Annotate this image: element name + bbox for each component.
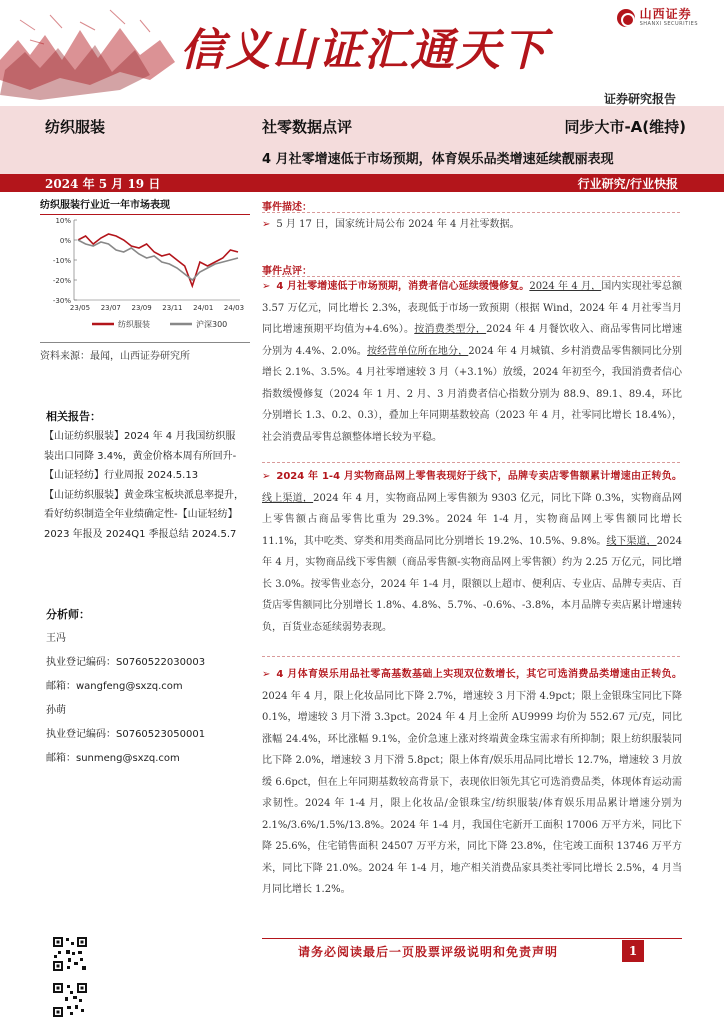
analyst-list <box>46 627 246 771</box>
analyst-title: 分析师： <box>46 608 90 621</box>
legend-label: 纺织服装 <box>118 320 150 329</box>
analyst-name: 孙萌 <box>46 705 66 716</box>
y-tick-label: -10% <box>52 257 71 265</box>
arrow-icon: ➢ <box>262 281 271 292</box>
logo-icon <box>617 9 635 27</box>
x-tick-label: 23/09 <box>131 304 152 312</box>
paragraph-1: ➢ 4 月社零增速低于市场预期，消费者信心延续缓慢修复。2024 年 4 月，国内实现社零总额 3.57 万亿元，同比增长 2.3%，表现低于市场一致预期（根据 Wind，2024 年 4 月社零当月同比增速预期平均值为+4.6%）。按消费类型分，2024 年 4 月餐饮收入、商品零售同比增速分别为 4.4%、2.0%。按经营单位所在地分，2024 年 4 月城镇、乡村消费品零售额同比分别增长 2.1%、3.5%。4 月社零增速较 3 月（+3.1%）放缓，2024 年初至今，我国消费者信心指数缓慢修复（2024 年 1 月、2 月、3 月消费者信心指数分别为 88.9、89.1、89.4，环比分别增长 1.3、0.2、0.3），叠加上年同期基数较高（2023 年 4 月，社零同比增长 18.4%），社会消费品零售总额整体增长较为平稳。 <box>262 281 682 443</box>
report-date: 2024 年 5 月 19 日 <box>45 177 161 191</box>
comment-title: 事件点评： <box>262 266 312 277</box>
analyst-reg: 执业登记编码：S0760523050001 <box>46 729 206 740</box>
banner-slogan: 信义山证汇通天下 <box>180 25 548 76</box>
related-report[interactable]: 【山证纺织服装】黄金珠宝板块派息率提升，看好纺织制造全年业绩确定性-【山证轻纺】2023 年报及 2024Q1 季报总结 2024.5.7 <box>44 489 244 540</box>
x-tick-label: 23/11 <box>162 304 183 312</box>
brand-logo <box>617 8 698 27</box>
chart-source: 资料来源：最闻，山西证券研究所 <box>40 351 190 362</box>
y-tick-label: 10% <box>55 217 71 225</box>
industry-label: 纺织服装 <box>45 118 106 136</box>
report-headline: 4 月社零增速低于市场预期，体育娱乐品类增速延续靓丽表现 <box>262 152 614 167</box>
paragraph-3: ➢ 4 月体育娱乐用品社零高基数基础上实现双位数增长，其它可选消费品类增速由正转负。2024 年 4 月，限上化妆品同比下降 2.7%，增速较 3 月下滑 4.9pct；限上金银珠宝同比下降 0.1%，增速较 3 月下滑 3.3pct。2024 年 4 月上金所 AU9999 均价为 552.67 元/克，同比涨幅 24.4%，环比涨幅 9.1%，金价急速上涨对终端黄金珠宝需求有所抑制；限上纺织服装同比下降 2.0%，增速较 3 月下滑 5.8pct；限上体育/娱乐用品同比增长 12.7%，增速较 3 月放缓 6.6pct，但在上年同期基数较高背景下，表现依旧领先其它可选消费品类，体现体育运动需求韧性。2024 年 1-4 月，限上化妆品/金银珠宝/纺织服装/体育娱乐用品累计增速分别为 2.1%/3.6%/1.5%/13.8%。2024 年 1-4 月，我国住宅新开工面积 17006 万平方米，同比下降 25.6%，住宅销售面积 24507 万平方米，同比下降 23.8%，住宅竣工面积 13746 万平方米，同比下降 21.0%。2024 年 1-4 月，地产相关消费品家具类社零同比增长 2.5%，4 月当月同比增长 1.2%。 <box>262 669 682 895</box>
event-text: ➢ 5 月 17 日，国家统计局公布 2024 年 4 月社零数据。 <box>262 219 520 230</box>
rating: 同步大市-A(维持) <box>564 118 686 136</box>
x-tick-label: 24/01 <box>193 304 214 312</box>
y-tick-label: -20% <box>52 277 71 285</box>
qr-code-icon <box>52 936 88 972</box>
section-divider <box>262 656 680 657</box>
paragraph-2: ➢ 2024 年 1-4 月实物商品网上零售表现好于线下，品牌专卖店零售额累计增速由正转负。线上渠道，2024 年 4 月，实物商品网上零售额为 9303 亿元，同比下降 0.3%，实物商品网上零售额占商品零售比重为 29.3%。2024 年 1-4 月，实物商品网上零售额同比增长 11.1%，其中吃类、穿类和用类商品同比分别增长 19.2%、10.5%、9.8%。线下渠道，2024 年 4 月，实物商品线下零售额（商品零售额-实物商品网上零售额）约为 2.25 万亿元，同比增长 3.0%。按零售业态分，2024 年 1-4 月，限额以上超市、便利店、专业店、品牌专卖店、百货店零售额同比分别增长 1.8%、4.8%、5.7%、-0.6%、-3.8%，本月品牌专卖店累计增速转负，百货业态延续弱势表现。 <box>262 471 683 633</box>
analyst-reg: 执业登记编码：S0760522030003 <box>46 657 206 668</box>
analyst-mail[interactable]: 邮箱：sunmeng@sxzq.com <box>46 753 180 764</box>
footer-line <box>262 938 682 939</box>
report-type: 证券研究报告 <box>603 92 676 106</box>
logo-cn: 山西证券 <box>639 7 692 21</box>
x-tick-label: 23/05 <box>69 304 91 312</box>
related-report[interactable]: 【山证纺织服装】2024 年 4 月我国纺织服装出口同降 3.4%，黄金价格本周有所回升-【山证轻纺】行业周报 2024.5.13 <box>44 431 237 481</box>
page-number: 1 <box>622 940 644 962</box>
related-list <box>44 427 244 544</box>
qr-code-icon <box>52 982 88 1018</box>
header-banner <box>0 0 724 110</box>
chart-divider <box>40 342 250 343</box>
arrow-icon: ➢ <box>262 471 271 482</box>
arrow-icon: ➢ <box>262 219 271 230</box>
chart-title: 纺织服装行业近一年市场表现 <box>40 196 250 215</box>
related-title: 相关报告： <box>46 410 101 423</box>
legend-label: 沪深300 <box>196 320 228 329</box>
disclaimer: 请务必阅读最后一页股票评级说明和免责声明 <box>298 945 559 959</box>
logo-en: SHANXI SECURITIES <box>639 21 698 27</box>
arrow-icon: ➢ <box>262 669 271 680</box>
series-line <box>78 240 238 280</box>
x-tick-label: 23/07 <box>100 304 121 312</box>
x-tick-label: 24/03 <box>223 304 245 312</box>
chart-svg <box>40 212 250 338</box>
review-type: 社零数据点评 <box>262 118 353 136</box>
section-divider <box>262 462 680 463</box>
analyst-mail[interactable]: 邮箱：wangfeng@sxzq.com <box>46 681 183 692</box>
performance-chart <box>40 212 250 338</box>
report-category: 行业研究/行业快报 <box>577 177 678 191</box>
y-tick-label: 0% <box>59 237 71 245</box>
y-tick-label: -30% <box>52 297 71 305</box>
event-title: 事件描述： <box>262 202 312 213</box>
section-divider <box>262 212 680 213</box>
analyst-name: 王冯 <box>46 633 66 644</box>
